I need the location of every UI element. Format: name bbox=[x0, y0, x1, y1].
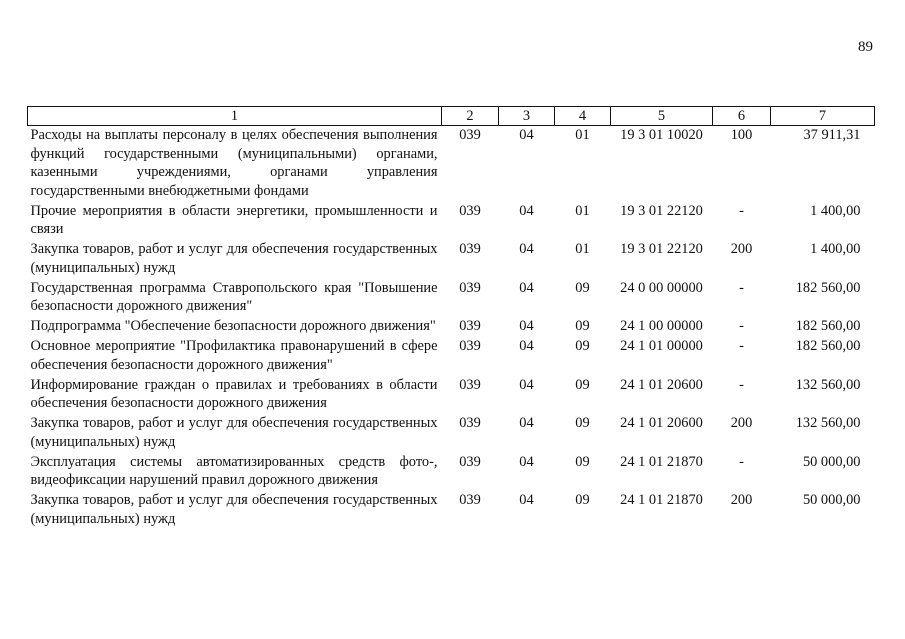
row-target-code: 24 1 01 20600 bbox=[620, 376, 703, 393]
column-header-6: 6 bbox=[713, 107, 771, 126]
table-row bbox=[28, 376, 875, 415]
row-subsection-code: 01 bbox=[575, 127, 590, 143]
table-body bbox=[28, 126, 875, 530]
row-expense-type: - bbox=[739, 376, 744, 393]
row-amount: 182 560,00 bbox=[795, 338, 861, 354]
row-subsection-code: 09 bbox=[575, 492, 590, 508]
row-target-code: 24 1 01 21870 bbox=[620, 453, 703, 470]
table-row bbox=[28, 491, 875, 530]
row-description: Закупка товаров, работ и услуг для обеспечения государственных (муниципальных) нужд bbox=[30, 415, 438, 450]
column-header-4: 4 bbox=[555, 107, 611, 126]
row-amount: 182 560,00 bbox=[795, 318, 861, 334]
row-subsection-code: 09 bbox=[575, 415, 590, 431]
row-description: Основное мероприятие "Профилактика правонарушений в сфере обеспечения безопасности дорожного движения" bbox=[30, 338, 438, 373]
row-section-code: 04 bbox=[519, 453, 534, 470]
row-expense-type: - bbox=[739, 202, 744, 219]
row-description: Подпрограмма "Обеспечение безопасности дорожного движения" bbox=[30, 318, 436, 334]
table-row bbox=[28, 240, 875, 279]
row-section-code: 04 bbox=[519, 338, 534, 354]
row-amount: 1 400,00 bbox=[810, 202, 861, 219]
header-row bbox=[28, 107, 875, 126]
column-header-3: 3 bbox=[499, 107, 555, 126]
row-section-code: 04 bbox=[519, 492, 534, 508]
row-expense-type: 200 bbox=[730, 415, 753, 431]
row-expense-type: - bbox=[739, 279, 744, 296]
table-row bbox=[28, 317, 875, 337]
row-amount: 132 560,00 bbox=[795, 415, 861, 431]
row-section-code: 04 bbox=[519, 376, 534, 393]
row-amount: 50 000,00 bbox=[802, 492, 861, 508]
row-description: Прочие мероприятия в области энергетики, промышленности и связи bbox=[30, 202, 438, 237]
table-row bbox=[28, 279, 875, 318]
row-amount: 1 400,00 bbox=[810, 241, 861, 257]
row-description: Расходы на выплаты персоналу в целях обеспечения выполнения функций государственными (муниципальными) органами, казенными учреждениями, органами управления государственными внебюджетными фондами bbox=[30, 127, 438, 199]
row-ministry-code: 039 bbox=[459, 202, 481, 219]
row-target-code: 24 1 00 00000 bbox=[620, 318, 703, 334]
row-description: Государственная программа Ставропольского края "Повышение безопасности дорожного движения" bbox=[30, 279, 438, 314]
row-section-code: 04 bbox=[519, 127, 534, 143]
row-description: Закупка товаров, работ и услуг для обеспечения государственных (муниципальных) нужд bbox=[30, 492, 438, 527]
row-expense-type: - bbox=[739, 453, 744, 470]
row-expense-type: 100 bbox=[730, 127, 753, 143]
row-ministry-code: 039 bbox=[459, 318, 481, 334]
row-expense-type: 200 bbox=[730, 241, 753, 257]
row-ministry-code: 039 bbox=[459, 376, 481, 393]
row-target-code: 24 1 01 21870 bbox=[620, 492, 703, 508]
column-header-2: 2 bbox=[442, 107, 499, 126]
table-row bbox=[28, 337, 875, 376]
row-target-code: 24 1 01 20600 bbox=[620, 415, 703, 431]
row-subsection-code: 09 bbox=[575, 376, 590, 393]
row-expense-type: - bbox=[739, 318, 744, 334]
table-row bbox=[28, 126, 875, 202]
table-header bbox=[28, 107, 875, 126]
row-target-code: 19 3 01 22120 bbox=[620, 202, 703, 219]
row-amount: 132 560,00 bbox=[795, 376, 861, 393]
table-row bbox=[28, 453, 875, 492]
row-ministry-code: 039 bbox=[459, 338, 481, 354]
row-section-code: 04 bbox=[519, 279, 534, 296]
budget-table bbox=[27, 106, 875, 530]
row-amount: 182 560,00 bbox=[795, 279, 861, 296]
row-target-code: 24 1 01 00000 bbox=[620, 338, 703, 354]
column-header-5: 5 bbox=[611, 107, 713, 126]
row-description: Эксплуатация системы автоматизированных средств фото-, видеофиксации нарушений правил дорожного движения bbox=[30, 453, 438, 488]
row-expense-type: - bbox=[739, 338, 744, 354]
row-section-code: 04 bbox=[519, 318, 534, 334]
row-subsection-code: 01 bbox=[575, 202, 590, 219]
row-section-code: 04 bbox=[519, 202, 534, 219]
row-amount: 50 000,00 bbox=[802, 453, 861, 470]
row-description: Закупка товаров, работ и услуг для обеспечения государственных (муниципальных) нужд bbox=[30, 241, 438, 276]
row-expense-type: 200 bbox=[730, 492, 753, 508]
row-section-code: 04 bbox=[519, 241, 534, 257]
row-amount: 37 911,31 bbox=[803, 127, 861, 143]
row-description: Информирование граждан о правилах и требованиях в области обеспечения безопасности дорожного движения bbox=[30, 376, 438, 411]
table-row bbox=[28, 202, 875, 241]
row-ministry-code: 039 bbox=[459, 453, 481, 470]
row-ministry-code: 039 bbox=[459, 127, 481, 143]
row-ministry-code: 039 bbox=[459, 492, 481, 508]
row-subsection-code: 09 bbox=[575, 338, 590, 354]
row-subsection-code: 01 bbox=[575, 241, 590, 257]
row-target-code: 19 3 01 10020 bbox=[620, 127, 703, 143]
row-ministry-code: 039 bbox=[459, 415, 481, 431]
page-number: 89 bbox=[858, 39, 873, 55]
row-ministry-code: 039 bbox=[459, 241, 481, 257]
column-header-1: 1 bbox=[28, 107, 442, 126]
row-ministry-code: 039 bbox=[459, 279, 481, 296]
row-target-code: 19 3 01 22120 bbox=[620, 241, 703, 257]
table-row bbox=[28, 414, 875, 453]
row-subsection-code: 09 bbox=[575, 453, 590, 470]
column-header-7: 7 bbox=[771, 107, 875, 126]
row-target-code: 24 0 00 00000 bbox=[620, 279, 703, 296]
row-subsection-code: 09 bbox=[575, 318, 590, 334]
row-subsection-code: 09 bbox=[575, 279, 590, 296]
row-section-code: 04 bbox=[519, 415, 534, 431]
